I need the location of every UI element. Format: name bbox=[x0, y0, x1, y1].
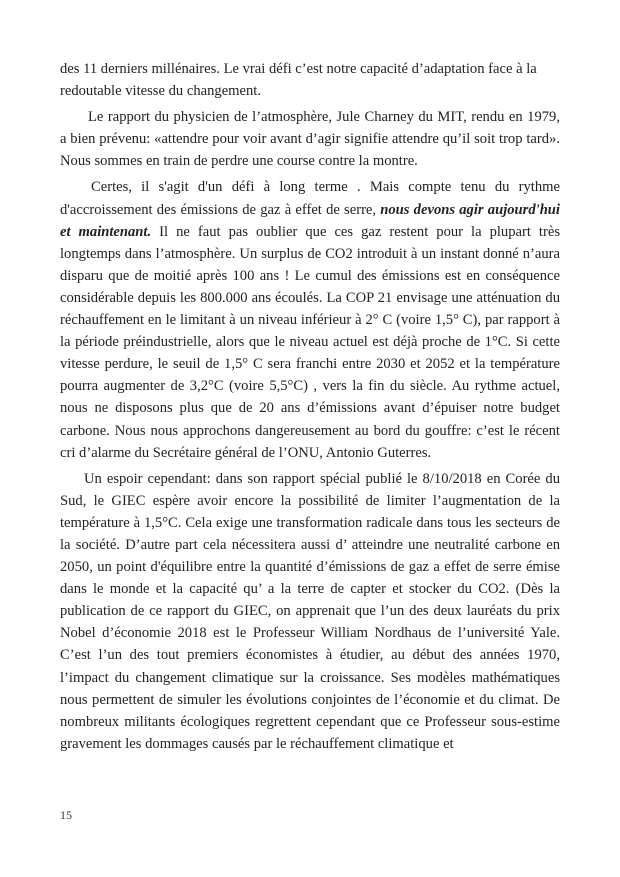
paragraph-text: Un espoir cependant: dans son rapport spécial publié le 8/10/2018 en Corée du Sud, le GIEC espère avoir encore la possibilité de limiter l’augmentation de la température à 1,5°C. Cela exige une transformation radicale dans tous les secteurs de la société. D’autre part cela nécessitera aussi d’ atteindre une neutralité carbone en 2050, un point d'équilibre entre la quantité d’émissions de gaz a effet de serre émise dans le monde et la capacité qu’ a la terre de capter et stocker du CO2. (Dès la publication de ce rapport du GIEC, on apprenait que l’un des deux lauréats du prix Nobel d’économie 2018 est le Professeur William Nordhaus de l’université Yale. C’est l’un des tout premiers économistes à étudier, au début des années 1970, l’impact du changement climatique sur la croissance. Ses modèles mathématiques nous permettent de simuler les évolutions conjointes de l’économie et du climat. De nombreux militants écologiques regrettent cependant que ce Professeur sous-estime gravement les dommages causés par le réchauffement climatique et bbox=[60, 470, 560, 752]
page-body bbox=[60, 58, 560, 759]
page-number: 15 bbox=[60, 808, 72, 822]
paragraph-charney bbox=[60, 106, 560, 172]
paragraph-long-term bbox=[60, 176, 560, 463]
paragraph-text: des 11 derniers millénaires. Le vrai défi c’est notre capacité d’adaptation face à la redoutable vitesse du changement. bbox=[60, 61, 537, 100]
emphasis-text: nous devons agir aujourd'hui et maintenant. bbox=[60, 201, 560, 240]
paragraph-text: Le rapport du physicien de l’atmosphère, Jule Charney du MIT, rendu en 1979, a bien prévenu: «attendre pour voir avant d’agir signifie attendre qu’il soit trop tard». Nous sommes en train de perdre une course contre la montre. bbox=[60, 109, 560, 170]
paragraph-text: Il ne faut pas oublier que ces gaz restent pour la plupart très longtemps dans l’atmosphère. Un surplus de CO2 introduit à un instant donné n’aura disparu que de moitié après 100 ans ! Le cumul des émissions est en conséquence considérable depuis les 800.000 ans écoulés. La COP 21 envisage une atténuation du réchauffement en le limitant à un niveau inférieur à 2° C (voire 1,5° C), par rapport à la période préindustrielle, alors que le niveau actuel est déjà proche de 1°C. Si cette vitesse perdure, le seuil de 1,5° C sera franchi entre 2030 et 2052 et la température pourra augmenter de 3,2°C (voire 5,5°C) , vers la fin du siècle. Au rythme actuel, nous ne disposons plus que de 20 ans d’émissions avant d’épuiser notre budget carbone. Nous nous approchons dangereusement au bord du gouffre: c’est le récent cri d’alarme du Secrétaire général de l’ONU, Antonio Guterres. bbox=[60, 223, 561, 461]
paragraph-continuation bbox=[60, 58, 560, 102]
paragraph-text: Certes, il s'agit d'un défi à long terme . Mais compte tenu du rythme d'accroissement des émissions de gaz à effet de serre, bbox=[60, 179, 560, 218]
paragraph-giec bbox=[60, 468, 560, 755]
